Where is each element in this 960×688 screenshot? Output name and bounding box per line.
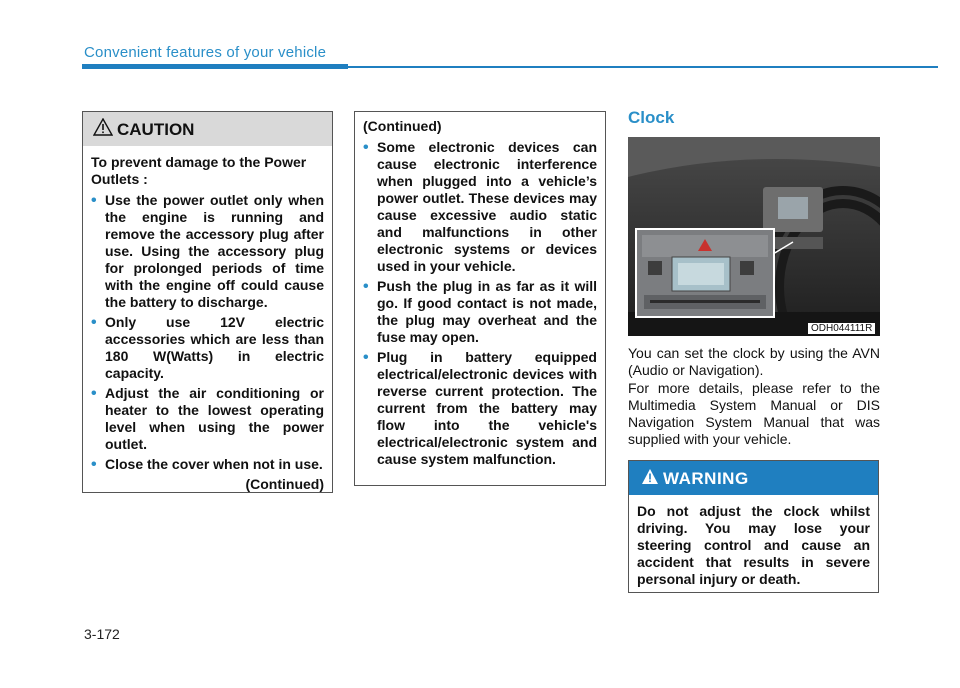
page-number: 3-172: [84, 626, 120, 642]
warning-label: WARNING: [663, 469, 749, 488]
list-item: • Adjust the air conditioning or heater to the lowest operating level when using the power outlet.: [91, 385, 324, 452]
dashboard-illustration: [628, 137, 880, 336]
header-rule-thick: [82, 64, 348, 69]
dashboard-photo: [628, 137, 880, 336]
bullet-icon: •: [91, 314, 97, 331]
caution-header: [83, 112, 332, 146]
warning-box: [628, 460, 879, 593]
warning-header: [629, 461, 878, 495]
list-item: • Push the plug in as far as it will go. If good contact is not made, the plug may overheat and the fuse may open.: [363, 278, 597, 345]
section-header-title: Convenient features of your vehicle: [84, 44, 327, 61]
warning-text: Do not adjust the clock whilst driving. You may lose your steering control and cause an accident that results in severe personal injury or death.: [637, 503, 870, 587]
caution-intro: To prevent damage to the Power Outlets :: [91, 154, 307, 187]
caution-continuation-box: [354, 111, 606, 486]
caution-box: [82, 111, 333, 493]
bullet-icon: •: [363, 278, 369, 295]
list-item: • Close the cover when not in use.: [91, 456, 323, 473]
bullet-icon: •: [363, 349, 369, 366]
warning-triangle-icon: [641, 468, 659, 485]
bullet-icon: •: [91, 192, 97, 209]
continued-heading: (Continued): [363, 118, 442, 134]
list-item: • Only use 12V electric accessories which are less than 180 W(Watts) in electric capacity.: [91, 314, 324, 381]
warning-triangle-icon: [93, 118, 113, 136]
caution-label: CAUTION: [117, 120, 195, 139]
image-code-label: ODH044111R: [808, 323, 875, 334]
continued-label: (Continued): [245, 476, 324, 492]
bullet-icon: •: [91, 385, 97, 402]
header-rule-thin: [348, 66, 938, 68]
clock-paragraph-2: For more details, please refer to the Multimedia System Manual or DIS Navigation System Manual that was supplied with your vehicle.: [628, 380, 880, 447]
clock-section-title: Clock: [628, 108, 675, 127]
bullet-icon: •: [363, 139, 369, 156]
list-item: • Plug in battery equipped electrical/electronic devices with reverse current protection. The current from the battery may flow into the vehicle's electrical/electronic system and cause system malfunction.: [363, 349, 597, 467]
clock-paragraph-1: You can set the clock by using the AVN (Audio or Navigation).: [628, 345, 880, 378]
list-item: • Use the power outlet only when the engine is running and remove the accessory plug after use. Using the accessory plug for prolonged periods of time with the engine off could cause the battery to discharge.: [91, 192, 324, 310]
list-item: • Some electronic devices can cause electronic interference when plugged into a vehicle’s power outlet. These devices may cause excessive audio static and malfunctions in other electronic systems or devices used in your vehicle.: [363, 139, 597, 274]
bullet-icon: •: [91, 456, 97, 473]
